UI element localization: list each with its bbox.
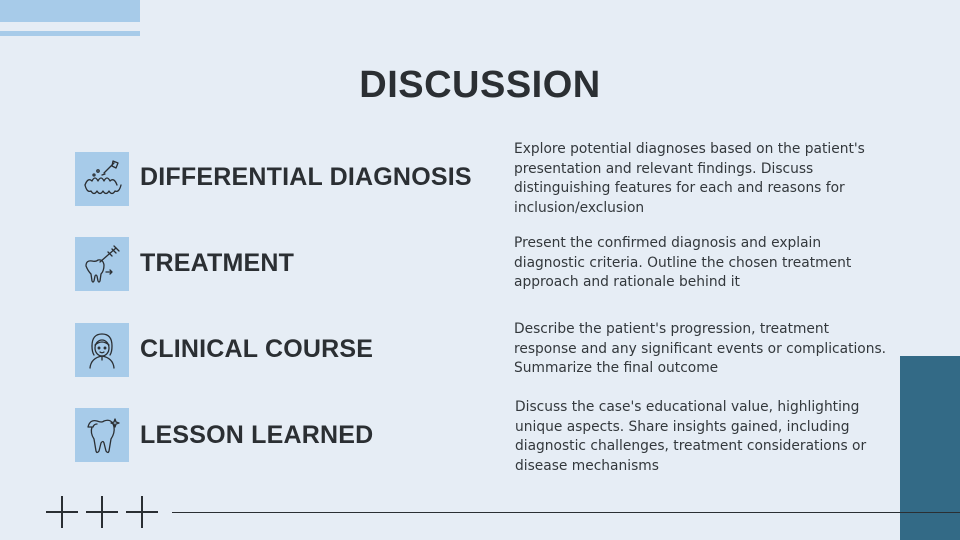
decorative-plus-icon <box>86 496 118 528</box>
slide-title: DISCUSSION <box>359 64 601 106</box>
tooth-injection-icon <box>75 237 129 291</box>
section-description: Describe the patient's progression, treatment response and any significant events or complications. Summarize the final outcome <box>514 321 887 376</box>
section-clinical-course <box>75 322 895 392</box>
section-treatment <box>75 236 895 306</box>
section-heading: CLINICAL COURSE <box>140 335 374 363</box>
section-lesson-learned <box>75 398 895 474</box>
section-heading: DIFFERENTIAL DIAGNOSIS <box>140 163 472 191</box>
section-description: Explore potential diagnoses based on the patient's presentation and relevant findings. Discuss distinguishing features for each and reasons for inclusion/exclusion <box>514 141 865 216</box>
decorative-plus-icon <box>46 496 78 528</box>
sparkling-tooth-icon <box>75 408 129 462</box>
decorative-top-block <box>0 0 140 22</box>
decorative-bottom-line <box>172 512 960 513</box>
section-differential-diagnosis <box>75 140 895 216</box>
dentist-person-icon <box>75 323 129 377</box>
section-heading: TREATMENT <box>140 249 295 277</box>
dental-probe-teeth-icon <box>75 152 129 206</box>
section-description: Discuss the case's educational value, highlighting unique aspects. Share insights gained, including diagnostic challenges, treatment considerations or disease mechanisms <box>515 399 867 474</box>
section-heading: LESSON LEARNED <box>140 421 374 449</box>
decorative-top-line <box>0 31 140 36</box>
decorative-plus-icon <box>126 496 158 528</box>
section-description: Present the confirmed diagnosis and explain diagnostic criteria. Outline the chosen treatment approach and rationale behind it <box>514 235 852 290</box>
